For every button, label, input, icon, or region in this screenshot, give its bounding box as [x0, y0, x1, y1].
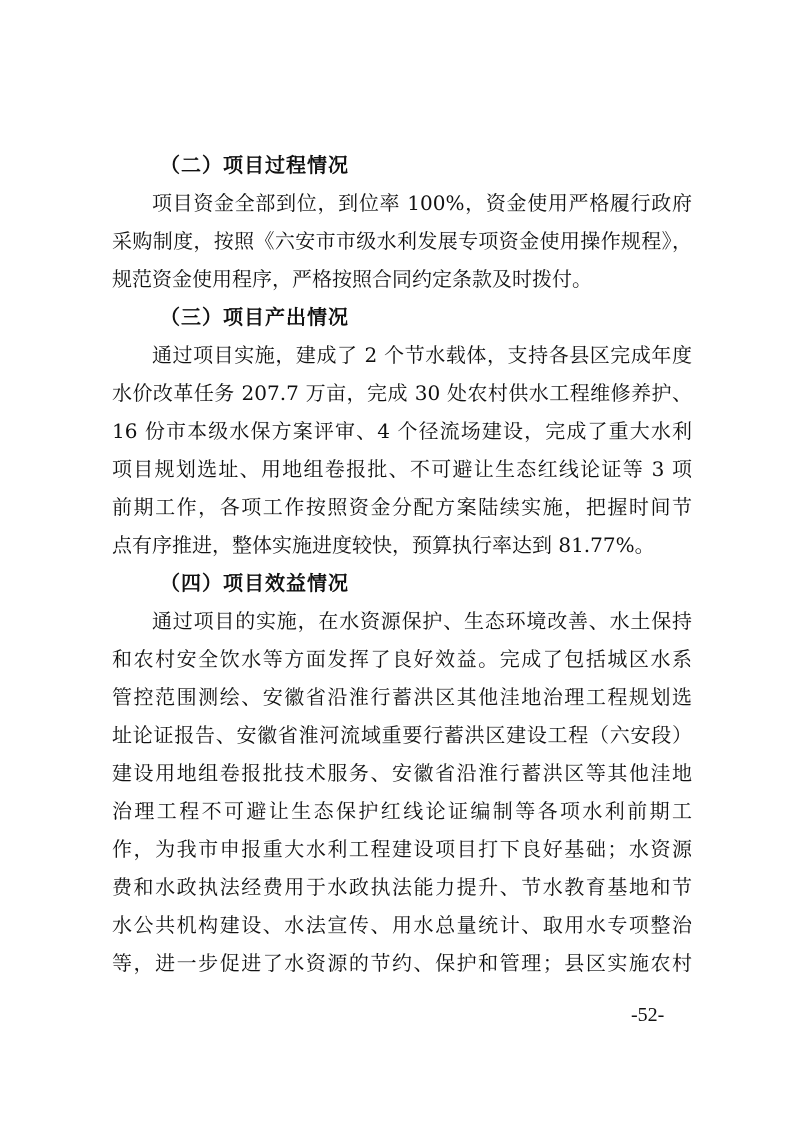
- text-line: 点有序推进，整体实施进度较快，预算执行率达到 81.77%。: [112, 533, 655, 557]
- text-line: 规范资金使用程序，严格按照合同约定条款及时拨付。: [112, 267, 592, 291]
- text-line: 通过项目的实施，在水资源保护、生态环境改善、水土保持: [152, 609, 692, 633]
- text-line: 水价改革任务 207.7 万亩，完成 30 处农村供水工程维修养护、: [112, 381, 692, 405]
- text-line: 址论证报告、安徽省淮河流域重要行蓄洪区建设工程（六安段）: [112, 723, 692, 747]
- text-line: 等，进一步促进了水资源的节约、保护和管理；县区实施农村: [112, 951, 692, 975]
- page-number: -52-: [631, 1004, 665, 1026]
- document-body: [112, 146, 692, 982]
- text-line: 水公共机构建设、水法宣传、用水总量统计、取用水专项整治: [112, 913, 692, 937]
- text-line: 项目规划选址、用地组卷报批、不可避让生态红线论证等 3 项: [112, 457, 692, 481]
- paragraph-benefit: [112, 602, 692, 982]
- text-line: 采购制度，按照《六安市市级水利发展专项资金使用操作规程》，: [112, 229, 692, 253]
- text-line: 作，为我市申报重大水利工程建设项目打下良好基础；水资源: [112, 837, 692, 861]
- text-line: 通过项目实施，建成了 2 个节水载体，支持各县区完成年度: [152, 343, 692, 367]
- paragraph-output: [112, 336, 692, 564]
- text-line: 项目资金全部到位，到位率 100%，资金使用严格履行政府: [152, 191, 692, 215]
- section-heading-output: （三）项目产出情况: [160, 305, 349, 329]
- text-line: 和农村安全饮水等方面发挥了良好效益。完成了包括城区水系: [112, 647, 692, 671]
- text-line: 前期工作，各项工作按照资金分配方案陆续实施，把握时间节: [112, 495, 692, 519]
- section-heading-process: （二）项目过程情况: [160, 153, 349, 177]
- text-line: 16 份市本级水保方案评审、4 个径流场建设，完成了重大水利: [112, 419, 692, 443]
- text-line: 管控范围测绘、安徽省沿淮行蓄洪区其他洼地治理工程规划选: [112, 685, 692, 709]
- paragraph-process: [112, 184, 692, 298]
- text-line: 治理工程不可避让生态保护红线论证编制等各项水利前期工: [112, 799, 692, 823]
- text-line: 费和水政执法经费用于水政执法能力提升、节水教育基地和节: [112, 875, 692, 899]
- section-heading-benefit: （四）项目效益情况: [160, 571, 349, 595]
- text-line: 建设用地组卷报批技术服务、安徽省沿淮行蓄洪区等其他洼地: [112, 761, 692, 785]
